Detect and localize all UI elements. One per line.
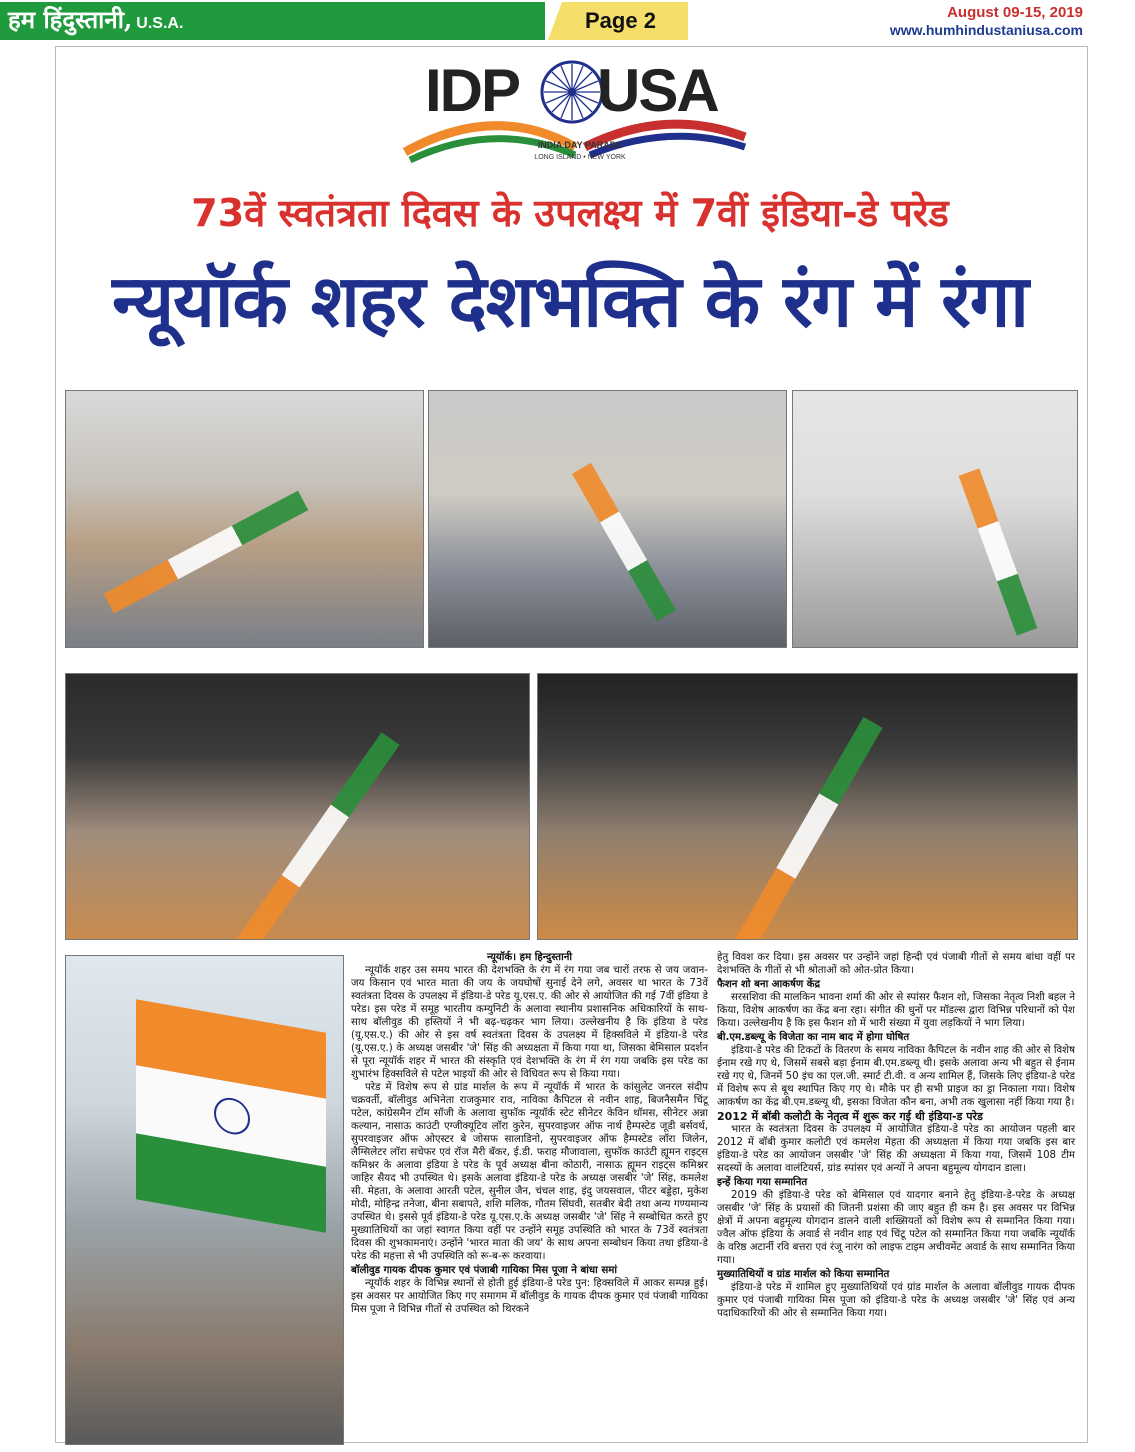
article-paragraph: इंडिया-डे परेड में शामिल हुए मुख्यातिथियों एवं ग्रांड मार्शल के अलावा बॉलीवुड गायक दीपक कुमार एवं पंजाबी गायिका मिस पूजा को इंडिया-डे परेड के अध्यक्ष जसबीर 'जे' सिंह एवं अन्य पदाधिकारियों की ओर से सम्मानित किया गया। — [717, 1282, 1075, 1319]
masthead — [0, 0, 1135, 46]
article-paragraph: परेड में विशेष रूप से ग्रांड मार्शल के रूप में न्यूयॉर्क में भारत के कांसुलेट जनरल संदीप चक्रवर्ती, बॉलीवुड अभिनेता राजकुमार राव, नाविका कैपिटल से नवीन शाह, बिजनैसमैन चिंटू पटेल, कांग्रेसमैन टॉम सॉजी के अलावा सुफॉक न्यूयॉर्क स्टेट सीनेटर केविन थॉमस, सीनेटर अन्ना कल्यान, नासाऊ काउंटी एग्जीक्यूटिव लॉरा कुरेन, सुपरवाइजर ऑफ नार्थ हैम्पस्टेड जूडी बर्सवर्थ, सुपरवाइजर ऑफ ओएस्टर बे जोसफ सालाडिनो, सुपरवाइजर ऑफ हैम्पस्टेड लॉरा जिलेन, लैग्सिलेटर लॉरा सचेफर एवं रॉज मैरी बॅकर, ई.डी. फराह मौजावाला, सुफॉक काउंटी ह्यूमन राइट्स कमिश्नर के अलावा इंडिया डे परेड के पूर्व अध्यक्ष बीना कोठारी, नासाऊ ह्यूमन राइट्स कमिश्नर जाहिर सैयद भी उपस्थित थे। इसके अलावा इंडिया-डे परेड के अध्यक्ष जसबीर 'जे' सिंह, कमलेश सी. मेहता, के अलावा आरती पटेल, सुनील जैन, चंचल शाह, इंदु जयसवाल, पीटर बड्डेहा, मुकेश मोदी, मोहिन्द्र तनेजा, बीना सबापते, शशि मलिक, गौतम सिंघवी, सतबीर बेदी तथा अन्य गण्यमान्य उपस्थित थे। इससे पूर्व इंडिया-डे परेड यू.एस.ए.के अध्यक्ष जसबीर 'जे' सिंह ने सम्बोधित करते हुए मुख्यातिथियों का जहां स्वागत किया वहीं पर उन्होंने समूह उपस्थिति को भारत के 73वें स्वतंत्रता दिवस की शुभकामनाएं। उन्होंने 'भारत माता की जय' के साथ अपना सम्बोधन किया तथा इंडिया-डे परेड की महत्ता से भी उपस्थिति को रू-ब-रू करवाया। — [351, 1082, 708, 1262]
article-paragraph: भारत के स्वतंत्रता दिवस के उपलक्ष्य में आयोजित इंडिया-डे परेड का आयोजन पहली बार 2012 में बॉबी कुमार कलोटी एवं कमलेश मेहता की अध्यक्षता में किया गया जबकि इस बार इंडिया-डे परेड का आयोजन जसबीर 'जे' सिंह की अध्यक्षता में किया गया, जिसमें 108 टीम सदस्यों के अलावा वालंटियर्स, ग्रांड स्पांसर एवं अन्यों ने अपना बहुमूल्य योगदान डाला। — [717, 1124, 1075, 1174]
photo-grand-marshals-stage — [65, 673, 530, 940]
indian-flag-icon — [136, 999, 326, 1233]
article-paragraph: हेतु विवश कर दिया। इस अवसर पर उन्होंने जहां हिन्दी एवं पंजाबी गीतों से समय बांधा वहीं पर देशभक्ति के गीतों से भी श्रोताओं को ओत-प्रोत किया। — [717, 952, 1075, 976]
photo-grand-marshal-speech — [537, 673, 1078, 940]
website-url: www.humhindustaniusa.com — [889, 22, 1083, 38]
section-heading: फैशन शो बना आकर्षण केंद्र — [717, 979, 821, 990]
article-subheadline: 73वें स्वतंत्रता दिवस के उपलक्ष्य में 7वीं इंडिया-डे परेड — [191, 191, 949, 235]
photo-lamp-lighting-3 — [792, 390, 1078, 648]
article-headline: न्यूयॉर्क शहर देशभक्ति के रंग में रंगा — [112, 259, 1028, 343]
section-heading: 2012 में बॉबी कलोटी के नेतृत्व में शुरू कर गई थी इंडिया-ड परेड — [717, 1110, 983, 1123]
issue-date: August 09-15, 2019 — [947, 4, 1083, 21]
section-heading: बी.एम.डब्ल्यू के विजेता का नाम बाद में होगा घोषित — [717, 1032, 910, 1043]
article-paragraph: इंडिया-डे परेड की टिकटों के वितरण के समय नाविका कैपिटल के नवीन शाह की ओर से विशेष ईनाम रखे गए थे, जिसमें सबसे बड़ा ईनाम बी.एम.डब्ल्यू थी। इसके अलावा अन्य भी बहुत से ईनाम रखे गए थे, जिनमें 50 इंच का एल.जी. स्मार्ट टी.वी. व अन्य शामिल हैं, जिसके लिए इंडिया-डे परेड में विशेष रूप से बूथ स्थापित किए गए थे। मौके पर ही सभी प्राइज का ड्रा निकाला गया। विशेष आकर्षण का केंद्र बी.एम.डब्ल्यू थी, इसका विजेता कौन बना, अभी तक खुलासा नहीं किया गया है। — [717, 1045, 1075, 1108]
page-number: Page 2 — [585, 8, 656, 33]
logo-tagline: INDIA DAY PARADE — [537, 140, 623, 150]
photo-lamp-lighting-1 — [65, 390, 424, 648]
logo-location: LONG ISLAND • NEW YORK — [534, 154, 626, 161]
article-column-1 — [351, 951, 708, 1316]
article-paragraph: सरसशिवा की मालकिन भावना शर्मा की ओर से स्पांसर फैशन शो, जिसका नेतृत्व निशी बहल ने किया, विशेष आकर्षण का केंद्र बना रहा। संगीत की धुनों पर मॉडल्स द्वारा विभिन्न परिधानों को पेश किया। उल्लेखनीय है कि इस फैशन शो में भारी संख्या में युवा लड़कियों ने भाग लिया। — [717, 992, 1075, 1029]
article-paragraph: न्यूयॉर्क शहर उस समय भारत की देशभक्ति के रंग में रंग गया जब चारों तरफ से जय जवान-जय किसान एवं भारत माता की जय के जयघोषों सुनाई देने लगे, अवसर था भारत के 73वें स्वतंत्रता दिवस के उपलक्ष्य में इंडिया-डे परेड यू.एस.ए. की ओर से आयोजित की गई 7वीं इंडिया डे परेड। इस परेड में समूह भारतीय कम्युनिटी के अलावा स्थानीय प्रशासनिक अधिकारियों के साथ-साथ बॉलीवुड की हस्तियों ने भी बढ़-चढ़कर भाग लिया। उल्लेखनीय है कि इंडिया डे परेड (यू.एस.ए.) की ओर से इस वर्ष स्वतंत्रता दिवस के उपलक्ष्य में हिक्सविले में इंडिया-डे परेड (यू.एस.ए.) के अध्यक्ष जसबीर 'जे' सिंह की अध्यक्षता में किया गया था, जिसका बेमिसाल प्रदर्शन से पूरा न्यूयॉर्क शहर में भारत की संस्कृति एवं देशभक्ति के रंग में रंग गया जबकि इस परेड का शुभारंभ हिक्सविले से पटेल भाइयों की ओर से विधिवत रूप से किया गया। — [351, 965, 708, 1080]
logo-usa-text: USA — [597, 57, 718, 124]
idp-usa-logo — [385, 52, 760, 172]
photo-lamp-lighting-2 — [428, 390, 787, 648]
logo-idp-text: IDP — [425, 57, 520, 124]
article-paragraph: न्यूयॉर्क शहर के विभिन्न स्थानों से होती हुई इंडिया-डे परेड पुन: हिक्सविले में आकर सम्पन्न हुई। इस अवसर पर आयोजित किए गए समागम में बॉलीवुड के गायक दीपक कुमार एवं पंजाबी गायिका मिस पूजा ने विभिन्न गीतों से उपस्थित को थिरकने — [351, 1278, 708, 1315]
section-heading: इन्हें किया गया सम्मानित — [717, 1177, 808, 1188]
article-dateline: न्यूयॉर्क। हम हिन्दुस्तानी — [486, 952, 573, 963]
photo-tricolor-flag-parade — [65, 955, 344, 1445]
newspaper-region: U.S.A. — [136, 15, 184, 32]
section-heading: बॉलीवुड गायक दीपक कुमार एवं पंजाबी गायिका मिस पूजा ने बांधा समां — [351, 1265, 617, 1276]
newspaper-name — [8, 3, 183, 36]
section-heading: मुख्यातिथियों व ग्रांड मार्शल को किया सम्मानित — [717, 1269, 890, 1280]
article-paragraph: 2019 की इंडिया-डे परेड को बेमिसाल एवं यादगार बनाने हेतु इंडिया-डे-परेड के अध्यक्ष जसबीर 'जे' सिंह के प्रयासों की जितनी प्रशंसा की जाए बहुत ही कम है। इस अवसर पर विभिन्न क्षेत्रों में अपना बहुमूल्य योगदान डालने वाली शख्सियतों को विशेष रूप से सम्मानित किया गया। ज्वैल ऑफ इंडिया के अवार्ड से नवीन शाह एवं चिंटू पटेल को सम्मानित किया गया जबकि न्यूयॉर्क के वरिष्ठ अटार्नी रवि बत्तरा एवं रंजू नारंग को लाइफ टाइम अचीवमेंट अवार्ड के साथ सम्मानित किया गया। — [717, 1190, 1075, 1266]
article-column-2 — [717, 951, 1075, 1320]
newspaper-title: हम हिंदुस्तानी, — [8, 5, 133, 34]
